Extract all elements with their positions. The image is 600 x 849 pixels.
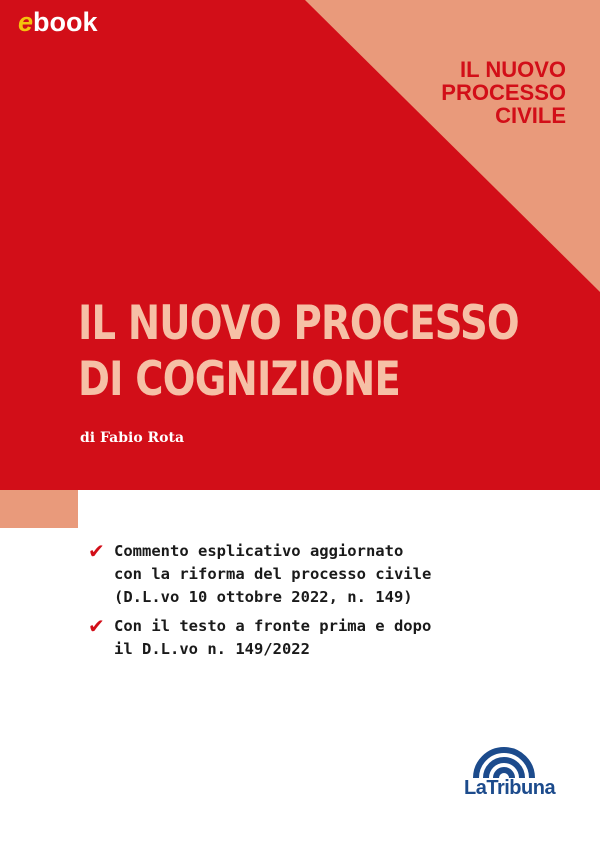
salmon-accent-block <box>0 490 78 528</box>
feature-list <box>88 540 528 667</box>
ebook-badge <box>18 6 98 38</box>
feature-text-line: Con il testo a fronte prima e dopo <box>114 617 432 635</box>
ebook-badge-suffix: book <box>33 7 98 37</box>
check-icon: ✔ <box>88 614 105 638</box>
check-icon: ✔ <box>88 539 105 563</box>
ebook-badge-prefix: e <box>18 7 34 37</box>
publisher-logo <box>464 744 574 804</box>
feature-text <box>114 540 528 609</box>
series-title-line: CIVILE <box>495 103 566 128</box>
feature-text <box>114 615 528 661</box>
feature-item <box>88 540 528 609</box>
feature-text-line: con la riforma del processo civile <box>114 565 432 583</box>
series-title <box>366 58 566 127</box>
book-title <box>78 296 519 408</box>
feature-text-line: (D.L.vo 10 ottobre 2022, n. 149) <box>114 588 413 606</box>
series-title-line: PROCESSO <box>441 80 566 105</box>
author-line: di Fabio Rota <box>80 430 185 446</box>
book-title-line: DI COGNIZIONE <box>78 352 401 407</box>
series-title-line: IL NUOVO <box>460 57 566 82</box>
feature-text-line: il D.L.vo n. 149/2022 <box>114 640 310 658</box>
feature-item <box>88 615 528 661</box>
publisher-name: LaTribuna <box>464 777 556 799</box>
book-title-line: IL NUOVO PROCESSO <box>78 296 519 351</box>
signal-arcs-icon <box>472 744 536 780</box>
feature-text-line: Commento esplicativo aggiornato <box>114 542 404 560</box>
